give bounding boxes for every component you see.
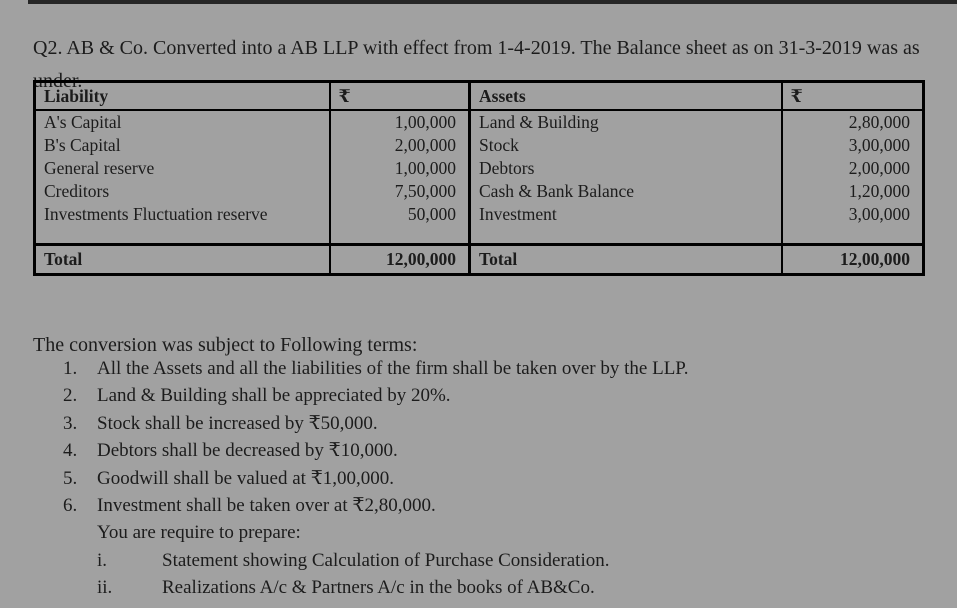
asset-name: Investment xyxy=(470,203,782,226)
asset-name: Stock xyxy=(470,134,782,157)
table-row xyxy=(35,180,924,203)
list-item-text: Realizations A/c & Partners A/c in the books of AB&Co. xyxy=(162,577,595,599)
list-item-number: ii. xyxy=(97,577,113,599)
list-item-text: Investment shall be taken over at ₹2,80,000. xyxy=(97,495,436,517)
table-row xyxy=(35,134,924,157)
list-item-number: 3. xyxy=(63,412,78,434)
scan-artifact-top-edge xyxy=(28,0,957,4)
asset-amount: 3,00,000 xyxy=(782,203,924,226)
liability-name: A's Capital xyxy=(44,112,122,132)
assets-total-amount: 12,00,000 xyxy=(782,245,924,275)
list-item xyxy=(63,492,943,519)
list-item xyxy=(63,382,943,409)
table-spacer-row xyxy=(35,226,924,245)
list-item-text: Debtors shall be decreased by ₹10,000. xyxy=(97,440,398,462)
header-liability: Liability xyxy=(35,82,330,111)
liability-amount: 1,00,000 xyxy=(330,110,470,134)
liability-amount: 7,50,000 xyxy=(330,180,470,203)
list-item xyxy=(63,465,943,492)
list-item xyxy=(97,547,943,574)
liability-name: General reserve xyxy=(44,158,155,178)
liability-amount: 50,000 xyxy=(330,203,470,226)
list-item-text: Statement showing Calculation of Purchase Consideration. xyxy=(162,549,610,571)
header-assets: Assets xyxy=(470,82,782,111)
asset-name: Cash & Bank Balance xyxy=(470,180,782,203)
asset-name: Land & Building xyxy=(470,110,782,134)
list-item-number: 4. xyxy=(63,440,78,462)
list-item xyxy=(97,574,943,601)
list-item xyxy=(63,355,943,382)
terms-heading: The conversion was subject to Following terms: xyxy=(33,334,418,356)
terms-list xyxy=(63,355,943,602)
table-row xyxy=(35,157,924,180)
header-liability-rupee: ₹ xyxy=(330,82,470,111)
asset-amount: 1,20,000 xyxy=(782,180,924,203)
assets-total-label: Total xyxy=(470,245,782,275)
list-item-number: i. xyxy=(97,549,108,571)
asset-amount: 2,00,000 xyxy=(782,157,924,180)
liability-name: B's Capital xyxy=(44,135,121,155)
balance-sheet-table xyxy=(33,80,925,276)
list-item-number: 5. xyxy=(63,467,78,489)
list-item-text: Stock shall be increased by ₹50,000. xyxy=(97,412,378,434)
liability-total-amount: 12,00,000 xyxy=(330,245,470,275)
list-item-text: Goodwill shall be valued at ₹1,00,000. xyxy=(97,467,395,489)
list-item-number: 2. xyxy=(63,385,78,407)
list-item-text: All the Assets and all the liabilities of the firm shall be taken over by the LLP. xyxy=(97,358,689,379)
prepare-heading: You are require to prepare: xyxy=(97,522,301,544)
table-row xyxy=(35,203,924,226)
header-assets-rupee: ₹ xyxy=(782,82,924,111)
liability-name: Investments Fluctuation reserve xyxy=(44,204,268,224)
table-header-row xyxy=(35,82,924,111)
list-item xyxy=(63,437,943,464)
list-item-number: 6. xyxy=(63,495,78,517)
asset-name: Debtors xyxy=(470,157,782,180)
table-row xyxy=(35,110,924,134)
asset-amount: 3,00,000 xyxy=(782,134,924,157)
liability-name: Creditors xyxy=(44,181,110,201)
list-item-number: 1. xyxy=(63,358,78,379)
liability-total-label: Total xyxy=(35,245,330,275)
liability-amount: 1,00,000 xyxy=(330,157,470,180)
list-item xyxy=(63,410,943,437)
table-total-row xyxy=(35,245,924,275)
question-intro: Q2. AB & Co. Converted into a AB LLP with effect from 1-4-2019. The Balance sheet as on 31-3-2019 was as under. xyxy=(33,37,920,92)
list-item-text: Land & Building shall be appreciated by 20%. xyxy=(97,385,451,407)
liability-amount: 2,00,000 xyxy=(330,134,470,157)
asset-amount: 2,80,000 xyxy=(782,110,924,134)
